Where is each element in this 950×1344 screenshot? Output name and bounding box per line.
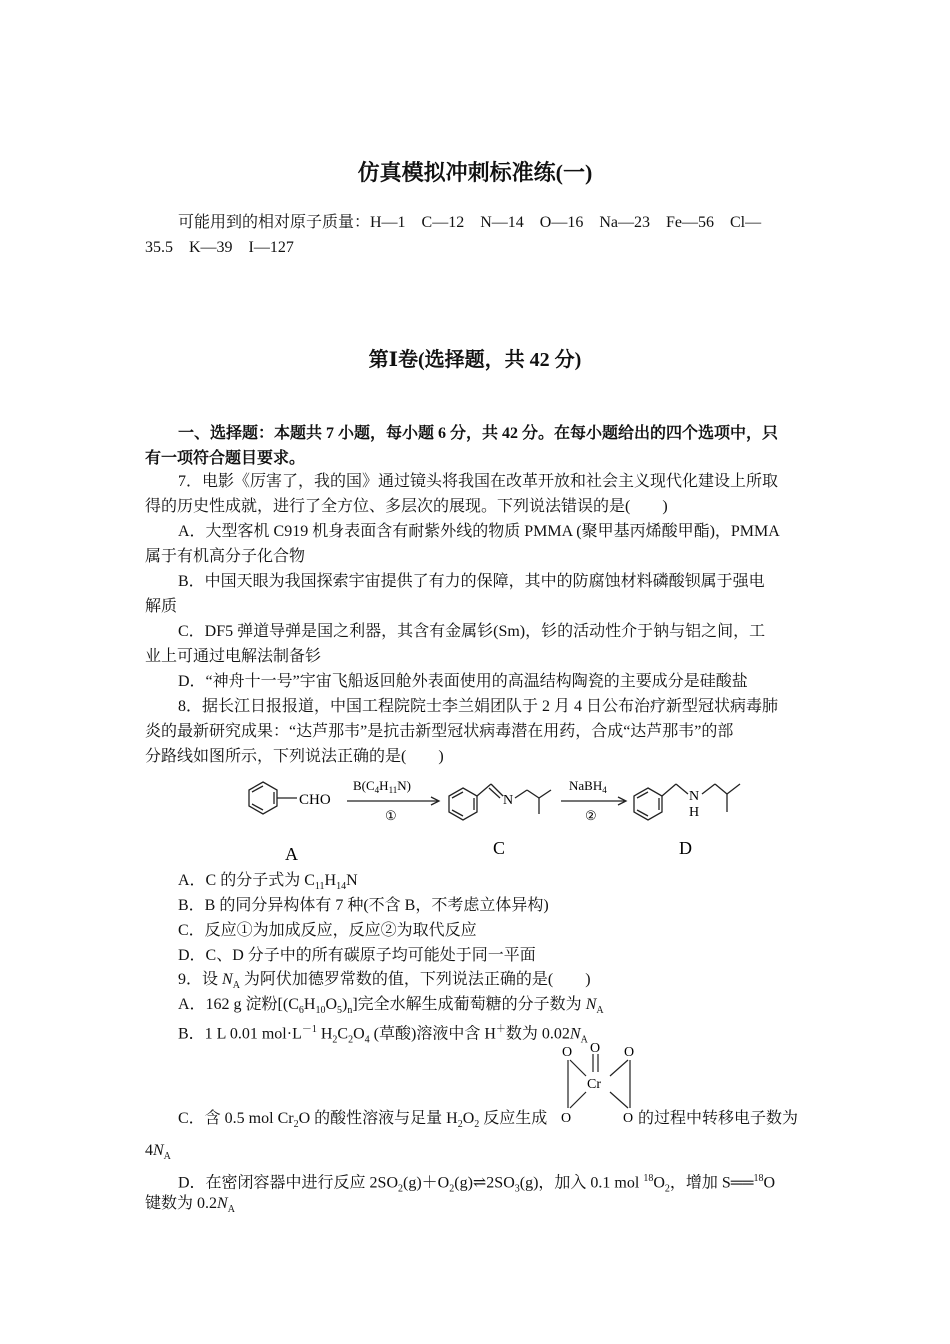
- label-compound-d: D: [679, 838, 692, 858]
- benzene-ring-a: [249, 782, 277, 814]
- q8-option-b: B．B 的同分异构体有 7 种(不含 B，不考虑立体异构): [178, 897, 549, 914]
- q8-stem-2: 炎的最新研究成果：“达芦那韦”是抗击新型冠状病毒潜在用药，合成“达芦那韦”的部: [145, 723, 734, 740]
- q8-option-d: D．C、D 分子中的所有碳原子均可能处于同一平面: [178, 947, 536, 964]
- label-compound-c: C: [493, 838, 506, 858]
- q9-option-c-1: C．含 0.5 mol $Cr_2O$ 的酸性溶液与足量 $H_2O_2$ 反应生成: [178, 1110, 548, 1131]
- instructions-line-1: 一、选择题：本题共 7 小题，每小题 6 分，共 42 分。在每小题给出的四个选项中，只: [178, 425, 779, 442]
- instructions-line-2: 有一项符合题目要求。: [145, 450, 306, 467]
- reagent-1: $B(C_4H_{11}N)$: [353, 778, 411, 795]
- cro5-o-bottom-right: O: [623, 1111, 634, 1126]
- q7-option-a-1: A．大型客机 C919 机身表面含有耐紫外线的物质 PMMA (聚甲基丙烯酸甲酯)，PMMA: [178, 523, 780, 540]
- cho-group: CHO: [299, 792, 331, 808]
- q7-option-b-1: B．中国天眼为我国探索宇宙提供了有力的保障，其中的防腐蚀材料磷酸钡属于强电: [178, 573, 765, 590]
- q7-option-d-1: D．“神舟十一号”宇宙飞船返回舱外表面使用的高温结构陶瓷的主要成分是硅酸盐: [178, 673, 748, 690]
- q7-option-c-2: 业上可通过电解法制备钐: [145, 648, 322, 665]
- label-compound-a: A: [285, 844, 298, 864]
- cro5-cr: Cr: [587, 1077, 601, 1092]
- q7-option-a-2: 属于有机高分子化合物: [145, 548, 306, 565]
- section-title: 第Ⅰ卷(选择题，共 42 分): [368, 349, 582, 371]
- imine-double-bond: [491, 784, 503, 796]
- cro5-o-bottom-left: O: [561, 1111, 572, 1126]
- q8-stem-1: 8．据长江日报报道，中国工程院院士李兰娟团队于 2 月 4 日公布治疗新型冠状病毒肺: [178, 698, 779, 715]
- q9-option-c-2: $4N_A$: [145, 1142, 171, 1163]
- amine-h-atom: H: [689, 805, 700, 820]
- q9-stem: 9．设 $N_A$ 为阿伏加德罗常数的值，下列说法正确的是( ): [178, 971, 591, 992]
- q7-option-b-2: 解质: [145, 598, 178, 615]
- q8-stem-3: 分路线如图所示，下列说法正确的是( ): [145, 748, 444, 765]
- q7-stem-2: 得的历史性成就，进行了全方位、多层次的展现。下列说法错误的是( ): [145, 498, 668, 515]
- q9-option-d-2: 键数为 $0.2N_A$: [145, 1195, 235, 1216]
- q9-option-c-tail: 的过程中转移电子数为: [638, 1110, 799, 1127]
- benzene-ring-c: [449, 788, 477, 820]
- imine-n-atom: N: [503, 793, 514, 808]
- q7-stem-1: 7．电影《厉害了，我的国》通过镜头将我国在改革开放和社会主义现代化建设上所取: [178, 473, 779, 490]
- q9-option-b: B．1 L 0.01 $mol\cdot L^{-1}$ $H_2C_2O_4$ (草酸)溶液中含 H＋数为 $0.02N_A$: [178, 1024, 588, 1046]
- q8-option-c: C．反应①为加成反应，反应②为取代反应: [178, 922, 477, 939]
- step-1-label: ①: [385, 808, 397, 823]
- step-2-label: ②: [585, 808, 597, 823]
- amine-n-atom: N: [689, 789, 700, 804]
- q8-option-a: A．C 的分子式为 $C_{11}H_{14}N$: [178, 872, 358, 893]
- cro5-o-top: O: [590, 1041, 601, 1056]
- reaction-scheme: [235, 768, 755, 868]
- page-title: 仿真模拟冲刺标准练(一): [357, 160, 593, 185]
- q9-option-d-1: D．在密闭容器中进行反应 $2SO_2(g)+O_2(g)\rightleftharpoons 2SO_3(g)$，加入 0.1 mol $^{18}O_2$，增加 S══$^{18}$O: [178, 1173, 776, 1195]
- q7-option-c-1: C．DF5 弹道导弹是国之利器，其含有金属钐(Sm)，钐的活动性介于钠与铝之间，工: [178, 623, 766, 640]
- cro5-o-left: O: [562, 1045, 573, 1060]
- q9-option-a: A．162 g 淀粉$[(C_6H_{10}O_5)_n]$完全水解生成葡萄糖的分子数为 $N_A$: [178, 996, 604, 1017]
- atomic-mass-line-1: 可能用到的相对原子质量：H—1 C—12 N—14 O—16 Na—23 Fe—56 Cl—: [178, 214, 762, 231]
- atomic-mass-line-2: 35.5 K—39 I—127: [145, 239, 294, 256]
- cro5-structure: [556, 1038, 646, 1130]
- reagent-2: NaBH$_4$: [569, 778, 607, 795]
- cro5-o-right: O: [624, 1045, 635, 1060]
- benzene-ring-d: [634, 788, 662, 820]
